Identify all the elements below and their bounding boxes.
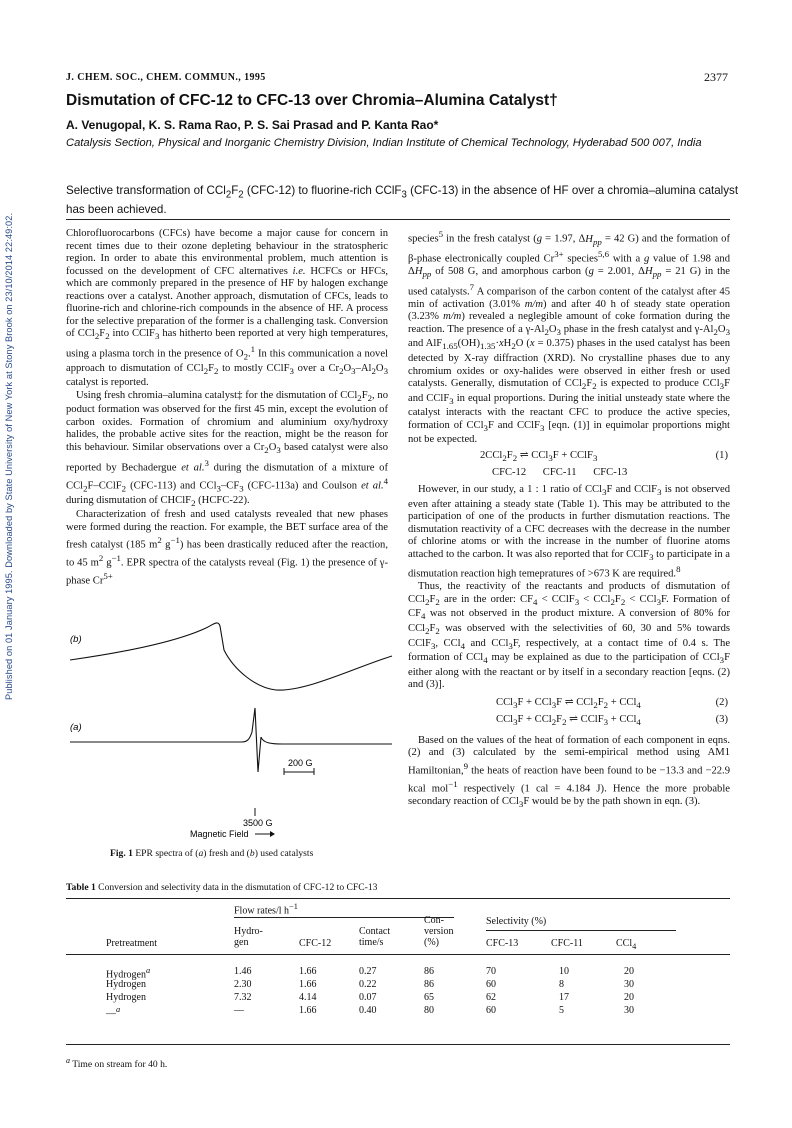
spectrum-a-line [70, 708, 392, 772]
table-cell: 2.30 [234, 979, 252, 990]
table-cell: 1.66 [299, 979, 317, 990]
table-cell: 65 [424, 992, 434, 1003]
table-cell: Hydrogen$^a$ [106, 966, 151, 981]
table-cell: 0.40 [359, 1005, 377, 1016]
th-contact: Contact time/s [359, 926, 391, 948]
table-cell: 70 [486, 966, 496, 977]
paragraph: Using fresh chromia–alumina catalyst‡ for the dismutation of $CCl_2F_2$, no poduct formation was observed for the first 45 min, except the evolution of carbon oxides. Formation of chromium and aluminium oxy/hydroxy halides, the probable active sites for the reaction, might be the reason for this behaviour. Similar observations over a $Cr_2O_3$ based catalyst were also reported by Bechadergue et al.$^3$ during the dismutation of a mixture of CCl$_2$F–CClF$_2$ (CFC-113) and $CCl_3-CF_3$ (CFC-113a) and Coulson et al.$^4$ during dismutation of CHClF$_2$ (HCFC-22). [66, 389, 389, 508]
affiliation: Catalysis Section, Physical and Inorganic Chemistry Division, Indian Institute of Chemical Technology, Hyderabad 500 007, India [66, 137, 702, 149]
side-publication-note [4, 180, 18, 700]
table-bottom-rule [66, 1044, 730, 1045]
paragraph: Chlorofluorocarbons (CFCs) have become a major cause for concern in recent times due to their ozone depleting behaviour in the stratospheric region. In order to abate this environmental problem, much attention is focussed on the development of CFC alternatives i.e. HCFCs or HFCs, which are commonly prepared in the presence of HF by halogen exchange reactions over a catalyst. Another approach, dismutation of CFCs, leads to fluorine-rich and chlorine-rich compounds in the absence of HF. A process for the selective preparation of the former is a challenging task. Conversion of $CCl_2F_2$ into CClF$_3$ has hitherto been reported at very high temperatures, using a plasma torch in the presence of $O_2.^1$ In this communication a novel approach to dismutation of $CCl_2F_2$ to mostly CClF$_3$ over a $Cr_2O_3-Al_2O_3$ catalyst is reported. [66, 228, 388, 389]
paragraph: Thus, the reactivity of the reactants and products of dismutation of $CCl_2F_2$ are in the order: $CF_4$ < CClF$_3$ < $CCl_2F_2 < CCl_3F$. Formation of $CF_4$ was not observed in the product mixture. A conversion of 80% for $CCl_2F_2$ was observed with the selectivities of 60, 30 and 5% towards CClF$_3$, CCl$_4$ and CCl$_3$F, respectively, at a contact time of 0.4 s. The formation of CCl$_4$ may be explained as due to the participation of CCl$_3$F either along with the reactant or by itself in a secondary reaction [eqns. (2) and (3)]. [408, 581, 731, 691]
table-cell: 0.27 [359, 966, 377, 977]
th-cfc13: CFC-13 [486, 938, 519, 949]
equation-3: $CCl_3F + CCl_2F_2$ ⇌ CClF$_3$ + CCl$_4$ (3) [496, 714, 728, 728]
field-label: 3500 G [243, 818, 273, 828]
table-cell: 1.66 [299, 1005, 317, 1016]
epr-figure [66, 612, 396, 844]
table-body [106, 966, 726, 1018]
journal-header: J. CHEM. SOC., CHEM. COMMUN., 1995 [66, 72, 266, 83]
table-cell: 86 [424, 979, 434, 990]
figure-caption: Fig. 1 EPR spectra of (a) fresh and (b) used catalysts [110, 848, 314, 859]
spectrum-b-line [70, 623, 392, 690]
th-cfc12: CFC-12 [299, 938, 332, 949]
table-cell: —$^a$ [106, 1005, 121, 1020]
equation-2: CCl$_3$F + CCl$_3$F ⇌ $CCl_2F_2 + CCl_4$ (2) [496, 696, 728, 710]
table-footnote: $^a$ Time on stream for 40 h. [66, 1056, 168, 1071]
abstract-rule [66, 219, 730, 220]
th-ccl4: CCl$_4$ [616, 938, 637, 951]
page-number: 2377 [704, 70, 728, 84]
table-cell: 0.22 [359, 979, 377, 990]
th-conversion: Con- version (%) [424, 915, 454, 948]
table-cell: 20 [624, 992, 634, 1003]
table-cell: 5 [559, 1005, 564, 1016]
side-note-text: Published on 01 January 1995. Downloaded by State University of New York at Stony Brook on 23/10/2014 22:49:02. [4, 212, 14, 700]
table-cell: 8 [559, 979, 564, 990]
axis-label: Magnetic Field [190, 829, 249, 839]
equation-1-labels: CFC-12 CFC-11 CFC-13 [492, 467, 628, 479]
scale-label: 200 G [288, 758, 313, 768]
flow-group-header: Flow rates/l $h^{-1}$ [234, 902, 298, 917]
table-cell: 10 [559, 966, 569, 977]
authors: A. Venugopal, K. S. Rama Rao, P. S. Sai Prasad and P. Kanta Rao* [66, 118, 439, 132]
selectivity-group-header: Selectivity (%) [486, 916, 547, 927]
table-cell: Hydrogen [106, 979, 146, 990]
label-b: (b) [70, 634, 82, 645]
table-cell: 30 [624, 979, 634, 990]
th-pretreatment: Pretreatment [106, 938, 158, 949]
left-column [66, 228, 388, 588]
table-caption: Table 1 Conversion and selectivity data in the dismutation of CFC-12 to CFC-13 [66, 882, 378, 893]
table-row [106, 966, 726, 979]
th-cfc11: CFC-11 [551, 938, 583, 949]
right-column [408, 228, 730, 811]
table-cell: 17 [559, 992, 569, 1003]
table-cell: 80 [424, 1005, 434, 1016]
table-cell: 20 [624, 966, 634, 977]
table-cell: 60 [486, 1005, 496, 1016]
table-top-rule [66, 898, 730, 899]
label-a: (a) [70, 722, 82, 733]
table-cell: 7.32 [234, 992, 252, 1003]
table-row [106, 979, 726, 992]
header-rule [66, 954, 730, 955]
table-row [106, 1005, 726, 1018]
table-cell: 0.07 [359, 992, 377, 1003]
paragraph: Characterization of fresh and used catalysts revealed that new phases were formed during the reaction. For example, the BET surface area of the fresh catalyst (185 $m^2$ $g^{-1}$) has been drastically reduced after the reaction, to 45 $m^2$ $g^{-1}$. EPR spectra of the catalysts reveal (Fig. 1) the presence of γ-phase $Cr^{5+}$ [66, 509, 389, 587]
paragraph: Based on the values of the heat of formation of each component in eqns. (2) and (3) calculated by the semi-empirical method using AM1 Hamiltonian,$^9$ the heats of reaction have been found to be −13.3 and −22.9 kcal mol$^{-1}$ respectively (1 cal = 4.184 J). Hence the more probable secondary reaction of CCl$_3$F would be by the path shown in eqn. (3). [408, 734, 730, 810]
table-cell: 1.46 [234, 966, 252, 977]
paragraph: However, in our study, a 1 : 1 ratio of CCl$_3$F and CClF$_3$ is not observed even after attaining a steady state (Table 1). This may be attributed to the participation of one of the products in further dismutation reactions. The dismutation reactivity of a CFC decreases with the decrease in the number of chlorine atoms or with the increase in the number of fluorine atoms attached to the carbon. It was also reported that for CClF$_3$ to participate in a dismutation reaction high temepratures of >673 K are required.$^8$ [408, 483, 731, 580]
paragraph: species$^5$ in the fresh catalyst (g = 1.97, $\Delta H_{pp} = 42$ G) and the formation of β-phase electronically coupled $Cr^{3+}$ species$^{5,6}$ with a g value of 1.98 and $\Delta H_{pp}$ of 508 G, and amorphous carbon (g = 2.001, $\Delta H_{pp} = 21$ G) in the used catalysts.$^7$ A comparison of the carbon content of the catalyst after 45 min of activation (3.01% m/m) and after 40 h of steady state operation (3.23% m/m) revealed a neglegible amount of coke formation during the reaction. The presence of a $\gamma-Al_2O_3$ phase in the fresh catalyst and $\gamma-Al_2O_3$ and $AlF_{1.65}(OH)_{1.35}\cdot xH_2O$ (x = 0.375) phases in the used catalyst has been detected by X-ray diffraction (XRD). No crystalline phases due to any chromium oxides or oxy-halides were observed in either fresh or used catalysts. Generally, dismutation of $CCl_2F_2$ is expected to produce CCl$_3$F and CClF$_3$ in equal proportions. During the initial unsteady state where the catalyst interacts with the reactant CFC to produce the active species, formation of CCl$_3$F and CClF$_3$ [eqn. (1)] in equimolar proportions might not be expected. [408, 229, 731, 446]
table-cell: 62 [486, 992, 496, 1003]
equation-1: $2CCl_2F_2$ ⇌ CCl$_3$F + CClF$_3$ (1) [480, 449, 728, 463]
article-title: Dismutation of CFC-12 to CFC-13 over Chromia–Alumina Catalyst† [66, 92, 558, 109]
table-row [106, 992, 726, 1005]
table-cell: 1.66 [299, 966, 317, 977]
table-cell: Hydrogen [106, 992, 146, 1003]
table-cell: — [234, 1005, 244, 1016]
abstract: Selective transformation of $CCl_2F_2$ (CFC-12) to fluorine-rich CClF$_3$ (CFC-13) in the absence of HF over a chromia–alumina catalyst has been achieved. [66, 184, 739, 217]
table-cell: 30 [624, 1005, 634, 1016]
th-hydrogen: Hydro- gen [234, 926, 263, 948]
table-cell: 60 [486, 979, 496, 990]
table-cell: 86 [424, 966, 434, 977]
table-cell: 4.14 [299, 992, 317, 1003]
